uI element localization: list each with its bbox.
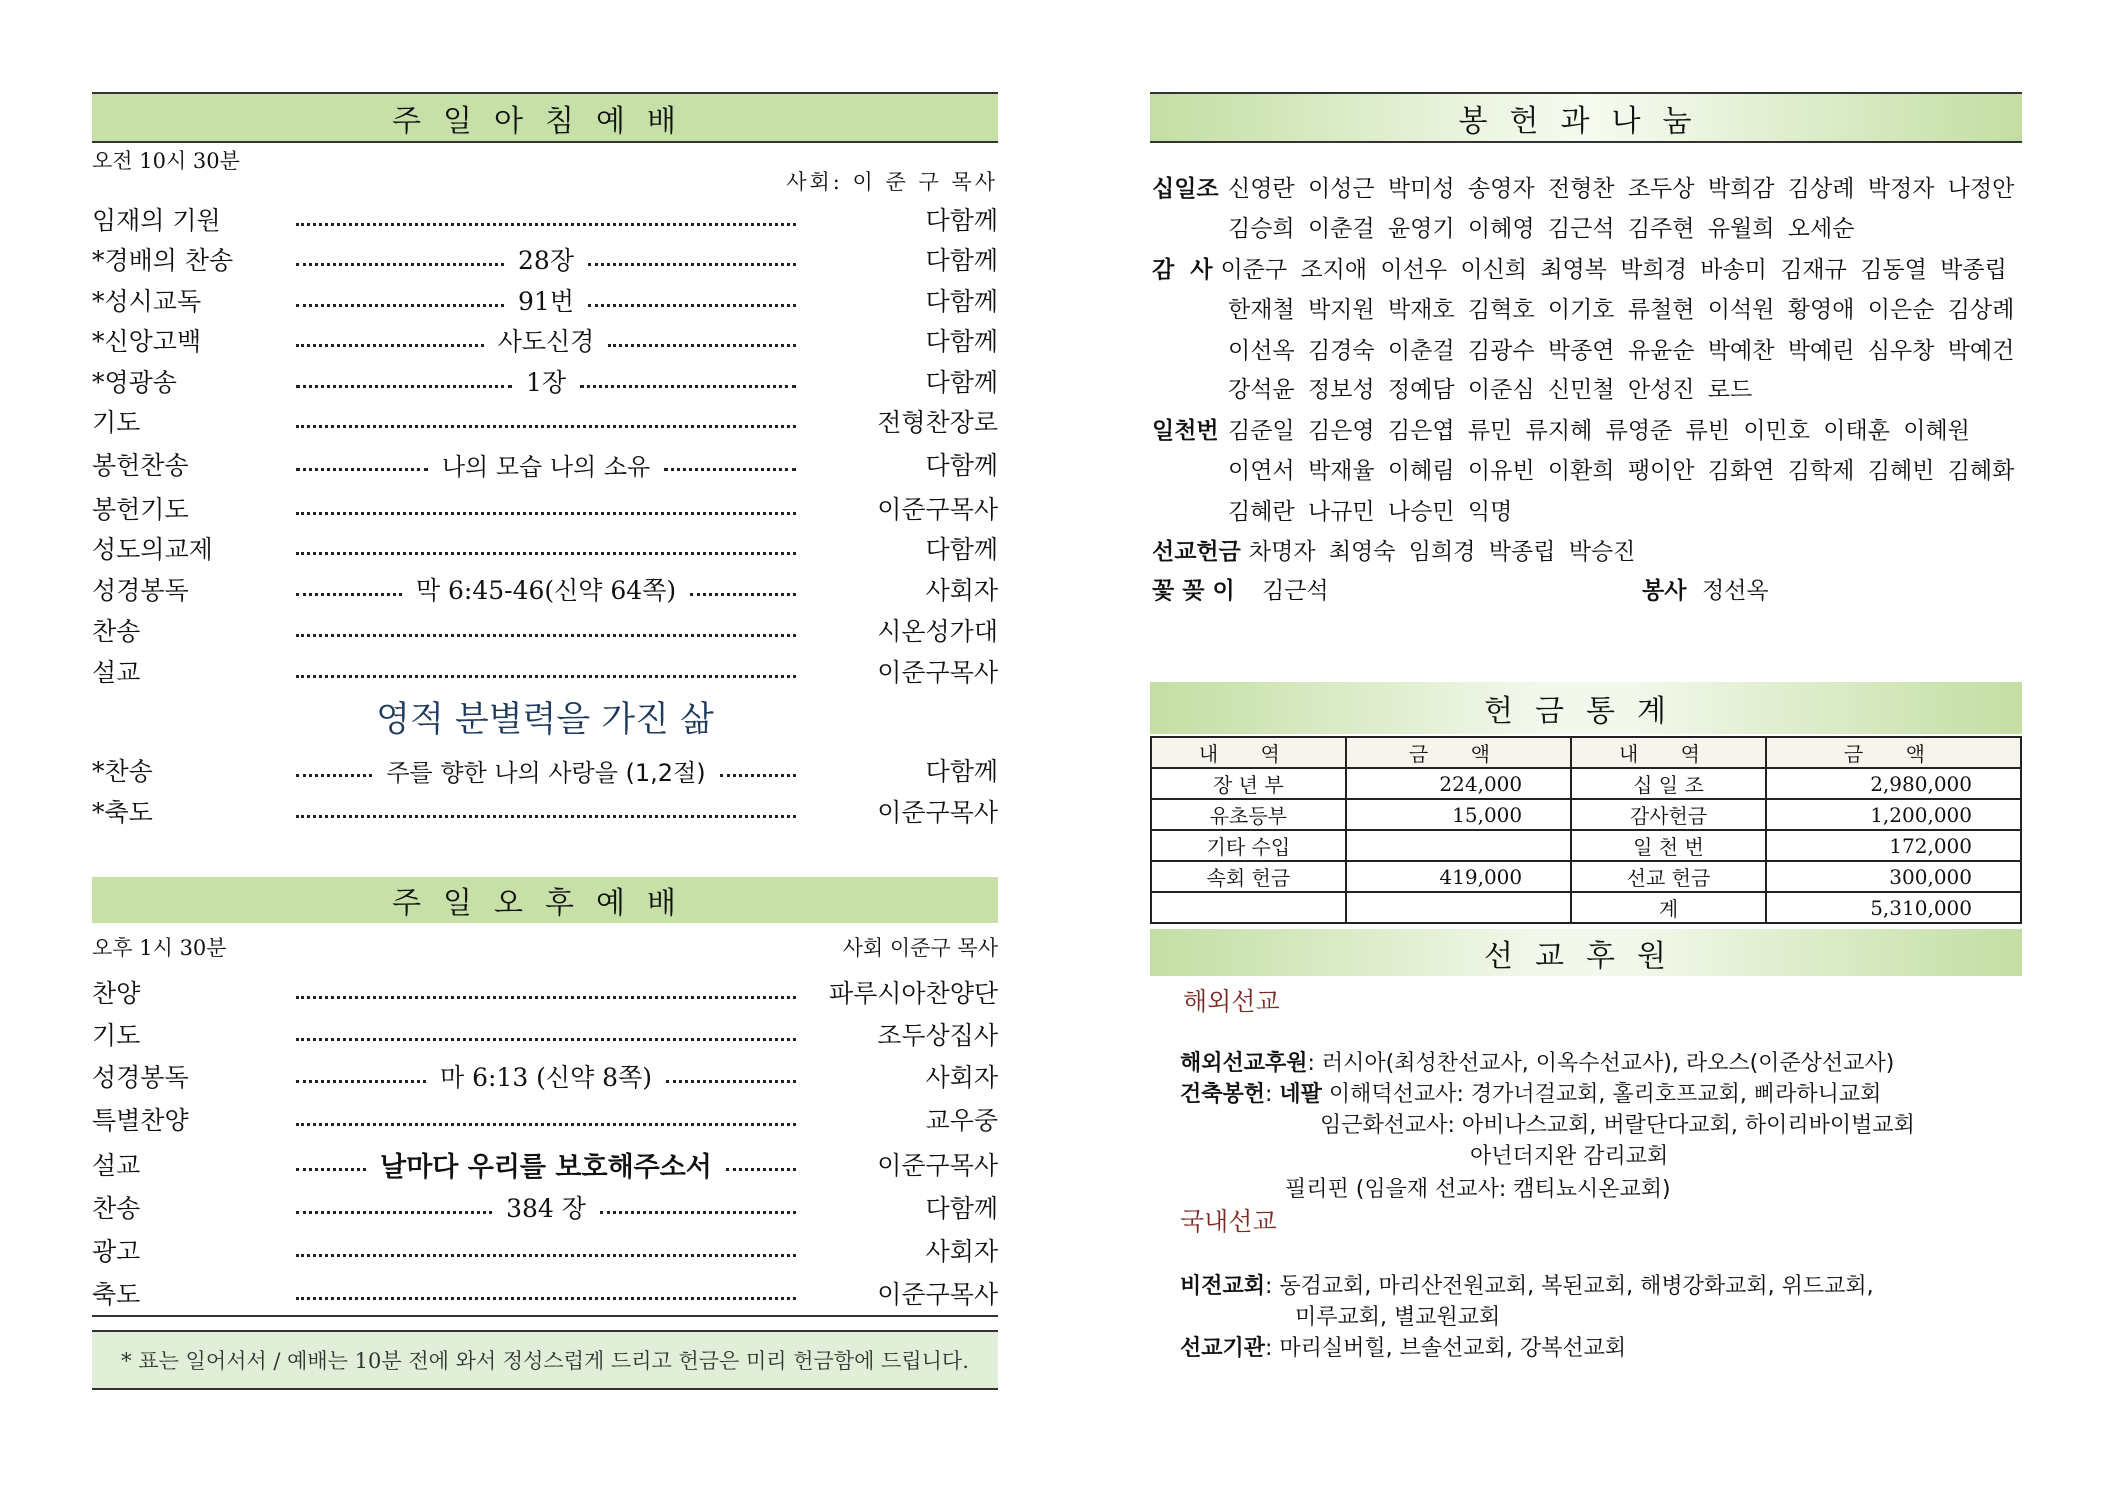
order-row bbox=[92, 1188, 998, 1226]
donor-names: 김승희 이춘걸 윤영기 이혜영 김근석 김주현 유월희 오세순 bbox=[1228, 216, 1855, 242]
building-label: 건축봉헌 bbox=[1180, 1082, 1266, 1107]
morning-title: 주일아침예배 bbox=[392, 103, 698, 139]
offering-category: 선교헌금 bbox=[1152, 539, 1241, 565]
amount-cell: 224,000 bbox=[1346, 768, 1571, 799]
morning-time: 오전 10시 30분 bbox=[92, 149, 240, 173]
order-item-label: 광고 bbox=[92, 1237, 141, 1266]
offering-category: 일천번 bbox=[1152, 418, 1219, 444]
afternoon-host: 사회 이준구 목사 bbox=[842, 936, 998, 960]
building-country: 네팔 bbox=[1279, 1082, 1322, 1107]
amount-cell: 419,000 bbox=[1346, 861, 1571, 892]
flowers-name: 김근석 bbox=[1262, 578, 1329, 604]
category-cell bbox=[1151, 892, 1346, 923]
org-text: : 마리실버힐, 브솔선교회, 강복선교회 bbox=[1265, 1336, 1627, 1361]
order-item-label: *성시교독 bbox=[92, 287, 202, 316]
offering-line bbox=[1152, 533, 1635, 566]
table-row bbox=[1151, 861, 2021, 892]
order-row bbox=[92, 402, 998, 440]
overseas-line bbox=[1180, 1046, 1894, 1077]
building-line3: 아넌더지완 감리교회 bbox=[1470, 1144, 1669, 1169]
mission-header bbox=[1150, 929, 2022, 976]
offering-stats-table bbox=[1150, 736, 2022, 924]
dot-leader bbox=[296, 1028, 796, 1041]
order-item-leader: 파루시아찬양단 bbox=[828, 979, 998, 1008]
dot-leader bbox=[296, 1145, 796, 1184]
category-cell: 계 bbox=[1571, 892, 1766, 923]
order-item-leader: 다함께 bbox=[925, 327, 998, 356]
order-row bbox=[92, 751, 998, 789]
order-item-leader: 사회자 bbox=[925, 1237, 998, 1266]
donor-names: 강석윤 정보성 정예담 이준심 신민철 안성진 로드 bbox=[1228, 377, 1753, 403]
order-item-detail: 나의 모습 나의 소유 bbox=[441, 452, 651, 481]
order-row bbox=[92, 1231, 998, 1269]
dot-leader bbox=[296, 241, 796, 277]
order-item-label: *신앙고백 bbox=[92, 327, 202, 356]
order-row bbox=[92, 570, 998, 608]
dot-leader bbox=[296, 282, 796, 318]
order-item-label: 기도 bbox=[92, 1021, 141, 1050]
dot-leader bbox=[296, 363, 796, 399]
footer-note bbox=[92, 1330, 998, 1390]
order-row bbox=[92, 321, 998, 359]
category-cell: 일 천 번 bbox=[1571, 830, 1766, 861]
donor-names: 이연서 박재율 이혜림 이유빈 이환희 팽이안 김화연 김학제 김혜빈 김혜화 bbox=[1228, 458, 2015, 484]
order-row bbox=[92, 611, 998, 649]
overseas-text: : 러시아(최성찬선교사, 이옥수선교사), 라오스(이준상선교사) bbox=[1307, 1051, 1895, 1076]
offering-line bbox=[1152, 493, 1512, 526]
order-row bbox=[92, 1057, 998, 1095]
dot-leader bbox=[296, 322, 796, 358]
amount-cell bbox=[1346, 892, 1571, 923]
order-row bbox=[92, 1100, 998, 1138]
order-row bbox=[92, 652, 998, 690]
order-item-label: *축도 bbox=[92, 798, 153, 827]
dot-leader bbox=[296, 665, 796, 678]
sermon-title: 영적 분별력을 가진 삶 bbox=[376, 700, 714, 740]
building-line4: 필리핀 (임을재 선교사: 캠티뇨시온교회) bbox=[1285, 1177, 1671, 1202]
table-row bbox=[1151, 799, 2021, 830]
divider bbox=[92, 1315, 998, 1317]
category-cell: 속회 헌금 bbox=[1151, 861, 1346, 892]
dot-leader bbox=[296, 415, 796, 428]
amount-cell: 2,980,000 bbox=[1766, 768, 2021, 799]
morning-service-header bbox=[92, 92, 998, 143]
order-item-leader: 다함께 bbox=[925, 206, 998, 235]
order-item-detail: 막 6:45-46(신약 64쪽) bbox=[415, 576, 677, 605]
order-item-label: 찬송 bbox=[92, 1194, 141, 1223]
building-line2: 임근화선교사: 아비나스교회, 버랄단다교회, 하이리바이벌교회 bbox=[1320, 1113, 1915, 1138]
order-item-label: 찬송 bbox=[92, 617, 141, 646]
donor-names: 김혜란 나규민 나승민 익명 bbox=[1228, 499, 1513, 525]
dot-leader bbox=[296, 1244, 796, 1257]
order-item-label: 성도의교제 bbox=[92, 535, 213, 564]
order-item-label: 봉헌찬송 bbox=[92, 451, 189, 480]
offering-category bbox=[1152, 371, 1228, 404]
overseas-label: 해외선교후원 bbox=[1180, 1051, 1308, 1076]
table-row bbox=[1151, 892, 2021, 923]
order-item-label: 찬양 bbox=[92, 979, 141, 1008]
flowers-label: 꽃 꽂 이 bbox=[1152, 578, 1235, 604]
order-row bbox=[92, 529, 998, 567]
overseas-heading: 해외선교 bbox=[1183, 987, 1280, 1016]
order-item-label: 설교 bbox=[92, 658, 141, 687]
col-header: 내 역 bbox=[1571, 737, 1766, 768]
order-item-leader: 다함께 bbox=[925, 246, 998, 275]
offering-category bbox=[1152, 452, 1228, 485]
offering-line bbox=[1152, 332, 2014, 365]
vision-label: 비전교회 bbox=[1180, 1274, 1266, 1299]
order-row bbox=[92, 1145, 998, 1183]
afternoon-time: 오후 1시 30분 bbox=[92, 936, 227, 960]
order-row bbox=[92, 281, 998, 319]
donor-names: 이선옥 김경숙 이춘걸 김광수 박종연 유윤순 박예찬 박예린 심우창 박예건 bbox=[1228, 338, 2015, 364]
donor-names: 신영란 이성근 박미성 송영자 전형찬 조두상 박희감 김상례 박정자 나정안 bbox=[1228, 176, 2015, 202]
order-item-label: 설교 bbox=[92, 1151, 141, 1180]
table-row bbox=[1151, 768, 2021, 799]
offering-header bbox=[1150, 92, 2022, 143]
order-item-leader: 이준구목사 bbox=[877, 658, 998, 687]
col-header: 내 역 bbox=[1151, 737, 1346, 768]
order-item-label: *영광송 bbox=[92, 368, 177, 397]
order-item-detail: 1장 bbox=[525, 368, 567, 397]
order-item-detail: 384 장 bbox=[506, 1194, 586, 1223]
offering-line bbox=[1152, 170, 2014, 203]
building-text: 이해덕선교사: 경가너걸교회, 홀리호프교회, 삐라하니교회 bbox=[1321, 1082, 1882, 1107]
order-row bbox=[92, 489, 998, 527]
vision-text: : 동검교회, 마리산전원교회, 복된교회, 해병강화교회, 위드교회, bbox=[1265, 1274, 1874, 1299]
stats-title: 헌금통계 bbox=[1484, 694, 1688, 729]
afternoon-service-header bbox=[92, 877, 998, 923]
afternoon-title: 주일오후예배 bbox=[392, 886, 698, 921]
offering-line bbox=[1152, 452, 2014, 485]
offering-category bbox=[1152, 291, 1228, 324]
dot-leader bbox=[296, 753, 796, 788]
order-item-detail: 사도신경 bbox=[497, 327, 595, 356]
order-item-leader: 다함께 bbox=[925, 451, 998, 480]
order-item-leader: 다함께 bbox=[925, 535, 998, 564]
dot-leader bbox=[296, 1058, 796, 1094]
dot-leader bbox=[296, 1189, 796, 1225]
service-label: 봉사 bbox=[1642, 578, 1687, 604]
offering-line bbox=[1152, 291, 2014, 324]
order-item-detail: 날마다 우리를 보호해주소서 bbox=[380, 1151, 712, 1183]
order-item-detail: 28장 bbox=[518, 246, 574, 275]
stats-header bbox=[1150, 682, 2022, 734]
order-item-leader: 이준구목사 bbox=[877, 1280, 998, 1309]
order-item-label: 성경봉독 bbox=[92, 576, 189, 605]
order-item-label: 임재의 기원 bbox=[92, 206, 221, 235]
order-item-leader: 다함께 bbox=[925, 287, 998, 316]
category-cell: 감사헌금 bbox=[1571, 799, 1766, 830]
amount-cell: 1,200,000 bbox=[1766, 799, 2021, 830]
mission-title: 선교후원 bbox=[1484, 938, 1688, 974]
donor-names: 한재철 박지원 박재호 김혁호 이기호 류철현 이석원 황영애 이은순 김상례 bbox=[1228, 297, 2015, 323]
offering-category bbox=[1152, 332, 1228, 365]
order-item-detail: 91번 bbox=[518, 287, 574, 316]
org-label: 선교기관 bbox=[1180, 1336, 1266, 1361]
order-item-leader: 교우중 bbox=[925, 1106, 998, 1135]
org-line bbox=[1180, 1331, 1626, 1362]
offering-line bbox=[1152, 210, 1854, 243]
order-row bbox=[92, 1015, 998, 1053]
order-row bbox=[92, 973, 998, 1011]
donor-names: 김준일 김은영 김은엽 류민 류지혜 류영준 류빈 이민호 이태훈 이혜원 bbox=[1228, 418, 1970, 444]
dot-leader bbox=[296, 624, 796, 637]
offering-category bbox=[1152, 493, 1228, 526]
col-header: 금 액 bbox=[1766, 737, 2021, 768]
amount-cell: 15,000 bbox=[1346, 799, 1571, 830]
vision-line bbox=[1180, 1269, 1874, 1300]
order-item-leader: 이준구목사 bbox=[877, 1151, 998, 1180]
dot-leader bbox=[296, 502, 796, 515]
service-name: 정선옥 bbox=[1702, 578, 1769, 604]
dot-leader bbox=[296, 542, 796, 555]
service-line bbox=[1642, 572, 1769, 605]
offering-title: 봉헌과나눔 bbox=[1458, 103, 1714, 139]
category-cell: 선교 헌금 bbox=[1571, 861, 1766, 892]
offering-category bbox=[1152, 210, 1228, 243]
order-item-detail: 마 6:13 (신약 8쪽) bbox=[440, 1063, 652, 1092]
vision-line2: 미루교회, 별교원교회 bbox=[1295, 1305, 1501, 1330]
table-row bbox=[1151, 830, 2021, 861]
dot-leader bbox=[296, 805, 796, 818]
donor-names: 차명자 최영숙 임희경 박종립 박승진 bbox=[1248, 539, 1636, 565]
amount-cell: 172,000 bbox=[1766, 830, 2021, 861]
order-row bbox=[92, 445, 998, 483]
order-item-label: *경배의 찬송 bbox=[92, 246, 234, 275]
order-item-leader: 다함께 bbox=[925, 1194, 998, 1223]
order-row bbox=[92, 362, 998, 400]
order-item-leader: 조두상집사 bbox=[877, 1021, 998, 1050]
order-item-leader: 이준구목사 bbox=[877, 798, 998, 827]
dot-leader bbox=[296, 447, 796, 482]
flowers-line bbox=[1152, 572, 1329, 605]
category-cell: 유초등부 bbox=[1151, 799, 1346, 830]
order-item-label: 기도 bbox=[92, 408, 141, 437]
amount-cell: 5,310,000 bbox=[1766, 892, 2021, 923]
order-row bbox=[92, 1274, 998, 1312]
offering-line bbox=[1152, 371, 1752, 404]
order-item-leader: 이준구목사 bbox=[877, 495, 998, 524]
order-item-leader: 다함께 bbox=[925, 368, 998, 397]
order-item-label: *찬송 bbox=[92, 757, 153, 786]
category-cell: 기타 수입 bbox=[1151, 830, 1346, 861]
footer-note-text: * 표는 일어서서 / 예배는 10분 전에 와서 정성스럽게 드리고 헌금은 미리 헌금함에 드립니다. bbox=[121, 1349, 969, 1373]
order-item-label: 축도 bbox=[92, 1280, 141, 1309]
amount-cell bbox=[1346, 830, 1571, 861]
donor-names: 이준구 조지애 이선우 이신희 최영복 박희경 바송미 김재규 김동열 박종립 bbox=[1220, 257, 2007, 283]
order-item-leader: 다함께 bbox=[925, 757, 998, 786]
order-item-label: 봉헌기도 bbox=[92, 495, 189, 524]
table-header-row bbox=[1151, 737, 2021, 768]
order-item-leader: 전형찬장로 bbox=[877, 408, 998, 437]
category-cell: 장 년 부 bbox=[1151, 768, 1346, 799]
dot-leader bbox=[296, 1287, 796, 1300]
col-header: 금 액 bbox=[1346, 737, 1571, 768]
dot-leader bbox=[296, 1113, 796, 1126]
category-cell: 십 일 조 bbox=[1571, 768, 1766, 799]
order-item-detail: 주를 향한 나의 사랑을 (1,2절) bbox=[386, 758, 706, 787]
amount-cell: 300,000 bbox=[1766, 861, 2021, 892]
dot-leader bbox=[296, 571, 796, 607]
offering-line bbox=[1152, 251, 2007, 284]
dot-leader bbox=[296, 213, 796, 226]
order-item-leader: 시온성가대 bbox=[877, 617, 998, 646]
order-row bbox=[92, 792, 998, 830]
order-item-label: 특별찬양 bbox=[92, 1106, 189, 1135]
offering-line bbox=[1152, 412, 1970, 445]
order-row bbox=[92, 200, 998, 238]
order-item-label: 성경봉독 bbox=[92, 1063, 189, 1092]
morning-host: 사회: 이 준 구 목사 bbox=[786, 170, 998, 194]
building-line: 건축봉헌: 네팔 이해덕선교사: 경가너걸교회, 홀리호프교회, 삐라하니교회 bbox=[1180, 1082, 1882, 1107]
order-item-leader: 사회자 bbox=[925, 1063, 998, 1092]
order-item-leader: 사회자 bbox=[925, 576, 998, 605]
domestic-heading: 국내선교 bbox=[1180, 1207, 1277, 1236]
order-row bbox=[92, 240, 998, 278]
offering-category: 십일조 bbox=[1152, 176, 1219, 202]
dot-leader bbox=[296, 986, 796, 999]
offering-category: 감 사 bbox=[1152, 257, 1213, 283]
